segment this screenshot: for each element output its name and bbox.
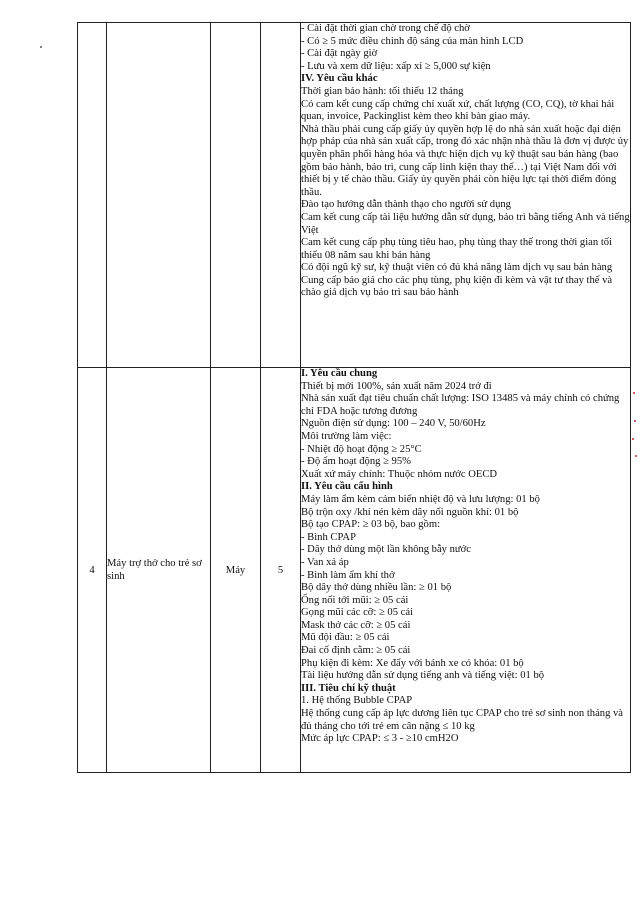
spec-line: Cung cấp báo giá cho các phụ tùng, phụ kiện đi kèm và vật tư thay thế và chào giá dịch vụ bảo trì sau bảo hành	[301, 274, 613, 299]
table-row-continued	[78, 23, 631, 368]
spec-line: Bộ dây thở dùng nhiều lần: ≥ 01 bộ	[301, 582, 452, 594]
cell-description-item-4	[301, 368, 631, 773]
spec-line: - Lưu và xem dữ liệu: xấp xỉ ≥ 5,000 sự kiện	[301, 60, 491, 72]
cell-device-name: Máy trợ thở cho trẻ sơ sinh	[107, 368, 211, 773]
spec-line: Mũ đội đầu: ≥ 05 cái	[301, 632, 390, 644]
spec-line: Nhà thầu phải cung cấp giấy ủy quyền hợp lệ do nhà sản xuất hoặc đại diện hợp pháp của nhà sản xuất cấp, trong đó xác nhận nhà thầu là đơn vị được ủy quyền phân phối hàng hóa và thực hiện dịch vụ kỹ thuật sau bán hàng (bao gồm bảo hành, bảo trì, cung cấp linh kiện thay thế…) tại Việt Nam đối với thiết bị y tế chào thầu. Giấy ủy quyền phải còn hiệu lực tại thời điểm đóng thầu.	[301, 123, 629, 198]
cell-index: 4	[78, 368, 107, 773]
section-heading: II. Yêu cầu cấu hình	[301, 481, 393, 493]
spec-line: Mask thở các cỡ: ≥ 05 cái	[301, 619, 411, 631]
spec-line: - Dây thở dùng một lần không bẫy nước	[301, 544, 471, 556]
section-heading: I. Yêu cầu chung	[301, 368, 378, 379]
specification-table	[77, 22, 631, 773]
spec-line: - Có ≥ 5 mức điều chỉnh độ sáng của màn hình LCD	[301, 35, 524, 47]
spec-line: Thiết bị mới 100%, sản xuất năm 2024 trở đi	[301, 380, 492, 392]
spec-line: - Cài đặt ngày giờ	[301, 48, 378, 60]
spec-line: Đào tạo hướng dẫn thành thạo cho người sử dụng	[301, 199, 511, 211]
cell-index-empty	[78, 23, 107, 368]
scan-speck	[633, 392, 635, 394]
scan-speck	[632, 438, 634, 440]
table-row-item-4	[78, 368, 631, 773]
description-lines-item-4	[301, 368, 630, 746]
spec-line: Mức áp lực CPAP: ≤ 3 - ≥10 cmH2O	[301, 733, 459, 745]
cell-unit: Máy	[211, 368, 261, 773]
spec-line: Có cam kết cung cấp chứng chỉ xuất xứ, chất lượng (CO, CQ), tờ khai hải quan, invoice, Packinglist kèm theo khi bàn giao máy.	[301, 98, 615, 123]
spec-line: Gọng mũi các cỡ: ≥ 05 cái	[301, 607, 414, 619]
spec-line: Phụ kiện đi kèm: Xe đẩy với bánh xe có khóa: 01 bộ	[301, 657, 524, 669]
spec-line: Cam kết cung cấp phụ tùng tiêu hao, phụ tùng thay thế trong thời gian tối thiểu 08 năm sau khi bán hàng	[301, 237, 612, 261]
spec-line: Môi trường làm việc:	[301, 430, 392, 442]
spec-line: Đai cố định cằm: ≥ 05 cái	[301, 645, 411, 657]
spec-line: Bộ tạo CPAP: ≥ 03 bộ, bao gồm:	[301, 519, 441, 531]
spec-line: - Nhiệt độ hoạt động ≥ 25°C	[301, 443, 422, 455]
cell-quantity: 5	[261, 368, 301, 773]
spec-line: Máy làm ẩm kèm cảm biến nhiệt độ và lưu lượng: 01 bộ	[301, 493, 540, 505]
spec-line: - Cài đặt thời gian chờ trong chế độ chờ	[301, 23, 470, 34]
spec-line: Hệ thống cung cấp áp lực dương liên tục CPAP cho trẻ sơ sinh non tháng và đủ tháng cho tới trẻ em cân nặng ≤ 10 kg	[301, 708, 624, 732]
spec-line: Có đội ngũ kỹ sư, kỹ thuật viên có đủ khả năng làm dịch vụ sau bán hàng	[301, 262, 613, 274]
scan-speck	[634, 420, 636, 422]
scan-speck	[635, 455, 637, 457]
spec-line: Thời gian bảo hành: tối thiểu 12 tháng	[301, 85, 464, 97]
cell-name-empty	[107, 23, 211, 368]
spec-line: Ống nối tới mũi: ≥ 05 cái	[301, 594, 409, 606]
scan-speck	[40, 46, 42, 48]
cell-description-top	[301, 23, 631, 368]
spec-line: 1. Hệ thống Bubble CPAP	[301, 695, 413, 707]
spec-line: Nhà sản xuất đạt tiêu chuẩn chất lượng: ISO 13485 và máy chính có chứng chỉ FDA hoặc tương đương	[301, 393, 620, 417]
spec-line: - Bình CPAP	[301, 531, 356, 543]
spec-line: - Van xả áp	[301, 556, 349, 568]
spec-line: Bộ trộn oxy /khí nén kèm dây nối nguồn khí: 01 bộ	[301, 506, 519, 518]
spec-line: Nguồn điện sử dụng: 100 – 240 V, 50/60Hz	[301, 418, 486, 430]
spec-line: - Bình làm ẩm khí thở	[301, 569, 395, 581]
cell-unit-empty	[211, 23, 261, 368]
description-lines-top	[301, 23, 630, 300]
cell-qty-empty	[261, 23, 301, 368]
section-heading: IV. Yêu cầu khác	[301, 73, 378, 85]
spec-line: Cam kết cung cấp tài liệu hướng dẫn sử dụng, bảo trì bằng tiếng Anh và tiếng Việt	[301, 211, 630, 236]
section-heading: III. Tiêu chí kỹ thuật	[301, 682, 396, 694]
spec-line: Tài liệu hướng dẫn sử dụng tiếng anh và tiếng việt: 01 bộ	[301, 670, 545, 682]
spec-line: - Độ ẩm hoạt động ≥ 95%	[301, 456, 411, 468]
spec-line: Xuất xứ máy chính: Thuộc nhóm nước OECD	[301, 468, 498, 480]
